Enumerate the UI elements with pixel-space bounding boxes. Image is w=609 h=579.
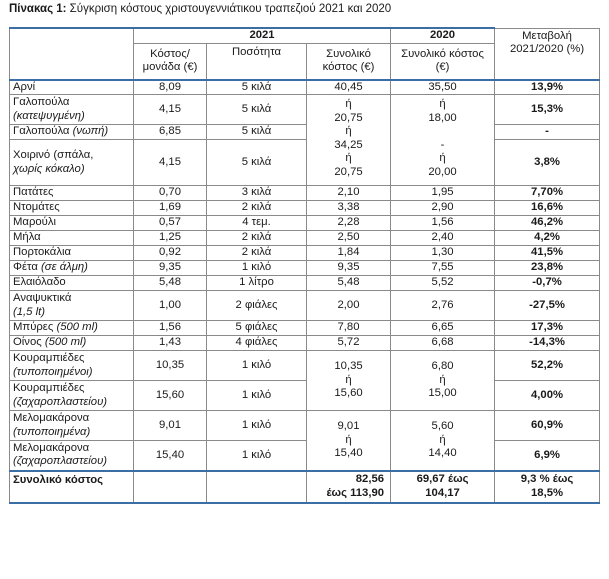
row-change: -27,5%: [495, 291, 600, 321]
row-change: 15,3%: [495, 95, 600, 125]
row-unit-cost: 8,09: [134, 80, 207, 95]
row-name: Γαλοπούλα (νωπή): [10, 125, 134, 140]
merged-total-2020: 5,60 ή 14,40: [391, 411, 495, 471]
row-name: Μήλα: [10, 231, 134, 246]
row-unit-cost: 6,85: [134, 125, 207, 140]
row-unit-cost: 1,69: [134, 201, 207, 216]
row-unit-cost: 1,56: [134, 321, 207, 336]
table-row: [10, 140, 600, 186]
row-total-2021: 2,10: [307, 186, 391, 201]
row-unit-cost: 4,15: [134, 140, 207, 186]
row-quantity: 2 φιάλες: [207, 291, 307, 321]
table-row: [10, 261, 600, 276]
row-unit-cost: 9,01: [134, 411, 207, 441]
row-unit-cost: 1,00: [134, 291, 207, 321]
row-change: -0,7%: [495, 276, 600, 291]
merged-total-2021: ή 20,75 ή 34,25 ή 20,75: [307, 95, 391, 186]
row-total-2021: 7,80: [307, 321, 391, 336]
row-change: 41,5%: [495, 246, 600, 261]
table-row: [10, 276, 600, 291]
total-change: 9,3 % έως 18,5%: [495, 471, 600, 503]
header-row-years: [10, 28, 600, 43]
row-total-2021: 2,28: [307, 216, 391, 231]
row-total-2021: 40,45: [307, 80, 391, 95]
row-name: Πατάτες: [10, 186, 134, 201]
row-quantity: 1 κιλό: [207, 351, 307, 381]
row-unit-cost: 1,43: [134, 336, 207, 351]
table-row: [10, 351, 600, 381]
row-change: 3,8%: [495, 140, 600, 186]
row-name: Ελαιόλαδο: [10, 276, 134, 291]
row-unit-cost: 9,35: [134, 261, 207, 276]
table-row: [10, 246, 600, 261]
row-change: 7,70%: [495, 186, 600, 201]
table-row: [10, 201, 600, 216]
row-quantity: 5 φιάλες: [207, 321, 307, 336]
row-total-2020: 6,68: [391, 336, 495, 351]
row-quantity: 1 κιλό: [207, 381, 307, 411]
row-total-2020: 35,50: [391, 80, 495, 95]
total-empty-qty: [207, 471, 307, 503]
row-name: Ντομάτες: [10, 201, 134, 216]
table-row: [10, 80, 600, 95]
row-change: 16,6%: [495, 201, 600, 216]
row-name: Αναψυκτικά (1,5 lt): [10, 291, 134, 321]
row-quantity: 2 κιλά: [207, 201, 307, 216]
row-unit-cost: 4,15: [134, 95, 207, 125]
table-caption: [9, 3, 391, 15]
row-name: Μαρούλι: [10, 216, 134, 231]
row-quantity: 1 λίτρο: [207, 276, 307, 291]
caption-label: Πίνακας 1:: [9, 3, 67, 15]
total-row: [10, 471, 600, 503]
row-change: 6,9%: [495, 441, 600, 471]
row-change: 4,2%: [495, 231, 600, 246]
table-row: [10, 231, 600, 246]
total-2020: 69,67 έως 104,17: [391, 471, 495, 503]
row-total-2020: 2,40: [391, 231, 495, 246]
row-name: Φέτα (σε άλμη): [10, 261, 134, 276]
row-change: -14,3%: [495, 336, 600, 351]
row-name: Μπύρες (500 ml): [10, 321, 134, 336]
row-change: 23,8%: [495, 261, 600, 276]
row-unit-cost: 1,25: [134, 231, 207, 246]
row-unit-cost: 10,35: [134, 351, 207, 381]
header-quantity: Ποσότητα: [207, 43, 307, 80]
merged-total-2021: 9,01 ή 15,40: [307, 411, 391, 471]
table-row: [10, 336, 600, 351]
row-quantity: 1 κιλό: [207, 441, 307, 471]
row-name: Κουραμπιέδες (ζαχαροπλαστείου): [10, 381, 134, 411]
row-total-2020: 2,90: [391, 201, 495, 216]
row-quantity: 1 κιλό: [207, 261, 307, 276]
row-total-2020: 1,56: [391, 216, 495, 231]
row-total-2020: 2,76: [391, 291, 495, 321]
merged-total-2020: ή 18,00 - ή 20,00: [391, 95, 495, 186]
header-year-2020: 2020: [391, 28, 495, 43]
merged-total-2020: 6,80 ή 15,00: [391, 351, 495, 411]
row-change: -: [495, 125, 600, 140]
table-row: [10, 321, 600, 336]
row-total-2021: 2,50: [307, 231, 391, 246]
merged-total-2021: 10,35 ή 15,60: [307, 351, 391, 411]
caption-text: Σύγκριση κόστους χριστουγεννιάτικου τραπεζιού 2021 και 2020: [69, 3, 392, 15]
cost-table: [9, 27, 600, 504]
row-name: Χοιρινό (σπάλα, χωρίς κόκαλο): [10, 140, 134, 186]
table-row: [10, 95, 600, 125]
row-quantity: 2 κιλά: [207, 246, 307, 261]
row-total-2020: 7,55: [391, 261, 495, 276]
header-year-2021: 2021: [134, 28, 391, 43]
row-quantity: 5 κιλά: [207, 95, 307, 125]
row-total-2021: 3,38: [307, 201, 391, 216]
row-change: 17,3%: [495, 321, 600, 336]
table-row: [10, 411, 600, 441]
row-total-2021: 9,35: [307, 261, 391, 276]
table-row: [10, 186, 600, 201]
row-change: 52,2%: [495, 351, 600, 381]
row-quantity: 5 κιλά: [207, 140, 307, 186]
total-2021: 82,56 έως 113,90: [307, 471, 391, 503]
row-quantity: 2 κιλά: [207, 231, 307, 246]
row-quantity: 5 κιλά: [207, 125, 307, 140]
header-unit-cost: Κόστος/ μονάδα (€): [134, 43, 207, 80]
table-row: [10, 381, 600, 411]
header-change: Μεταβολή 2021/2020 (%): [495, 28, 600, 80]
row-quantity: 5 κιλά: [207, 80, 307, 95]
row-name: Οίνος (500 ml): [10, 336, 134, 351]
total-label: Συνολικό κόστος: [10, 471, 134, 503]
row-total-2021: 2,00: [307, 291, 391, 321]
row-total-2021: 1,84: [307, 246, 391, 261]
row-total-2020: 1,95: [391, 186, 495, 201]
table-row: [10, 441, 600, 471]
row-total-2020: 1,30: [391, 246, 495, 261]
row-total-2021: 5,72: [307, 336, 391, 351]
row-quantity: 1 κιλό: [207, 411, 307, 441]
row-quantity: 4 τεμ.: [207, 216, 307, 231]
row-quantity: 4 φιάλες: [207, 336, 307, 351]
total-empty-unit: [134, 471, 207, 503]
header-total-cost-2020: Συνολικό κόστος (€): [391, 43, 495, 80]
row-total-2021: 5,48: [307, 276, 391, 291]
row-name: Αρνί: [10, 80, 134, 95]
row-name: Γαλοπούλα (κατεψυγμένη): [10, 95, 134, 125]
header-total-cost-2021: Συνολικό κόστος (€): [307, 43, 391, 80]
row-unit-cost: 15,40: [134, 441, 207, 471]
row-change: 13,9%: [495, 80, 600, 95]
row-name: Μελομακάρονα (τυποποιημένα): [10, 411, 134, 441]
row-name: Μελομακάρονα (ζαχαροπλαστείου): [10, 441, 134, 471]
row-total-2020: 6,65: [391, 321, 495, 336]
row-quantity: 3 κιλά: [207, 186, 307, 201]
row-unit-cost: 0,70: [134, 186, 207, 201]
table-row: [10, 216, 600, 231]
header-empty-cell: [10, 28, 134, 80]
row-name: Πορτοκάλια: [10, 246, 134, 261]
row-name: Κουραμπιέδες (τυποποιημένοι): [10, 351, 134, 381]
row-change: 4,00%: [495, 381, 600, 411]
row-change: 46,2%: [495, 216, 600, 231]
row-unit-cost: 15,60: [134, 381, 207, 411]
row-unit-cost: 0,57: [134, 216, 207, 231]
row-change: 60,9%: [495, 411, 600, 441]
table-row: [10, 291, 600, 321]
row-total-2020: 5,52: [391, 276, 495, 291]
row-unit-cost: 0,92: [134, 246, 207, 261]
table-row: [10, 125, 600, 140]
row-unit-cost: 5,48: [134, 276, 207, 291]
